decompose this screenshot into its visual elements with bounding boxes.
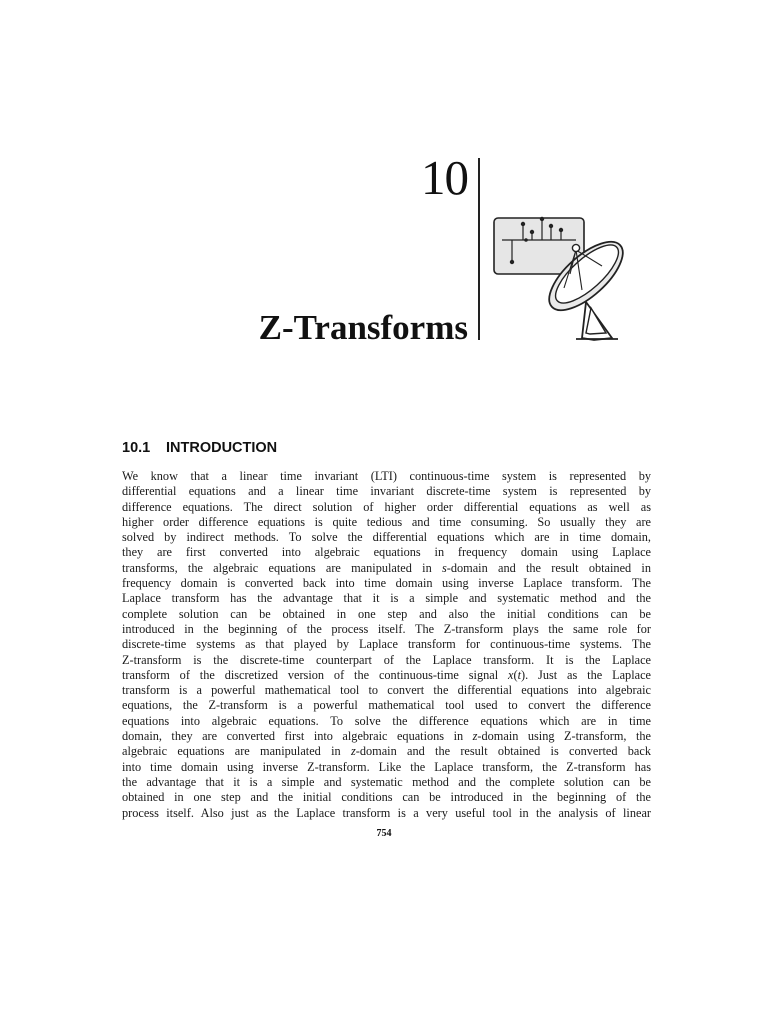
italic-variable: z bbox=[350, 744, 356, 759]
body-text-segment: transform of the discretized version of the continuous-time signal bbox=[122, 667, 508, 682]
body-line: Laplace transform has the advantage that it is a simple and systematic method and the bbox=[122, 591, 651, 606]
italic-variable: s bbox=[441, 560, 447, 575]
body-line: Z-transform is the discrete-time counterpart of the Laplace transform. It is the Laplace bbox=[122, 652, 651, 667]
body-text-segment: -domain and the result obtained in bbox=[446, 560, 651, 575]
body-text-segment: ( bbox=[513, 667, 518, 682]
body-line: introduced in the beginning of the process itself. The Z-transform plays the same role for bbox=[122, 621, 651, 636]
body-line: higher order difference equations is quite tedious and time consuming. So usually they are bbox=[122, 514, 651, 529]
section-number: 10.1 bbox=[122, 440, 151, 456]
page-number: 754 bbox=[376, 828, 392, 839]
section-heading bbox=[122, 438, 277, 458]
chapter-number: 10 bbox=[421, 150, 468, 205]
body-text-segment: ). Just as the Laplace bbox=[521, 667, 651, 682]
body-line: into time domain using inverse Z-transform. Like the Laplace transform, the Z-transform has bbox=[122, 759, 651, 774]
body-line: they are first converted into algebraic equations in frequency domain using Laplace bbox=[122, 545, 651, 560]
body-line: We know that a linear time invariant (LTI) continuous-time system is represented by bbox=[122, 469, 651, 483]
body-text-segment: -domain using Z-transform, the bbox=[477, 729, 651, 744]
satellite-dish-signal-icon bbox=[490, 210, 630, 342]
body-line: equations into algebraic equations. To solve the difference equations which are in time bbox=[122, 713, 651, 728]
chapter-divider bbox=[478, 158, 480, 340]
italic-variable: t bbox=[517, 667, 521, 682]
body-line bbox=[122, 744, 651, 759]
body-line: discrete-time systems as that played by Laplace transform for continuous-time systems. The bbox=[122, 637, 651, 652]
body-line bbox=[122, 561, 651, 576]
body-line: the advantage that it is a simple and systematic method and the complete solution can be bbox=[122, 774, 651, 789]
body-line: obtained in one step and the initial conditions can be introduced in the beginning of the bbox=[122, 790, 651, 805]
body-line: difference equations. The direct solution of higher order differential equations as well as bbox=[122, 499, 651, 514]
body-paragraph bbox=[122, 469, 651, 821]
body-text-segment: -domain and the result obtained is converted back bbox=[355, 744, 651, 759]
section-title: INTRODUCTION bbox=[166, 440, 278, 456]
body-line bbox=[122, 668, 651, 683]
body-text-segment: algebraic equations are manipulated in bbox=[122, 744, 351, 759]
body-line bbox=[122, 729, 651, 744]
body-line: frequency domain is converted back into time domain using inverse Laplace transform. The bbox=[122, 576, 651, 591]
body-line: process itself. Also just as the Laplace transform is a very useful tool in the analysis of linear bbox=[122, 805, 651, 820]
body-text-segment: transforms, the algebraic equations are manipulated in bbox=[122, 560, 442, 575]
body-line: differential equations and a linear time invariant discrete-time system is represented by bbox=[122, 484, 651, 499]
body-line: transform is a powerful mathematical tool to convert the differential equations into algebraic bbox=[122, 683, 651, 698]
body-text-segment: domain, they are converted first into algebraic equations in bbox=[122, 729, 473, 744]
body-line: complete solution can be obtained in one step and also the initial conditions can be bbox=[122, 606, 651, 621]
chapter-title: Z-Transforms bbox=[258, 308, 468, 347]
body-line: solved by indirect methods. To solve the differential equations which are in time domain, bbox=[122, 530, 651, 545]
italic-variable: x bbox=[508, 667, 514, 682]
body-line: equations, the Z-transform is a powerful mathematical tool used to convert the difference bbox=[122, 698, 651, 713]
italic-variable: z bbox=[472, 729, 478, 744]
